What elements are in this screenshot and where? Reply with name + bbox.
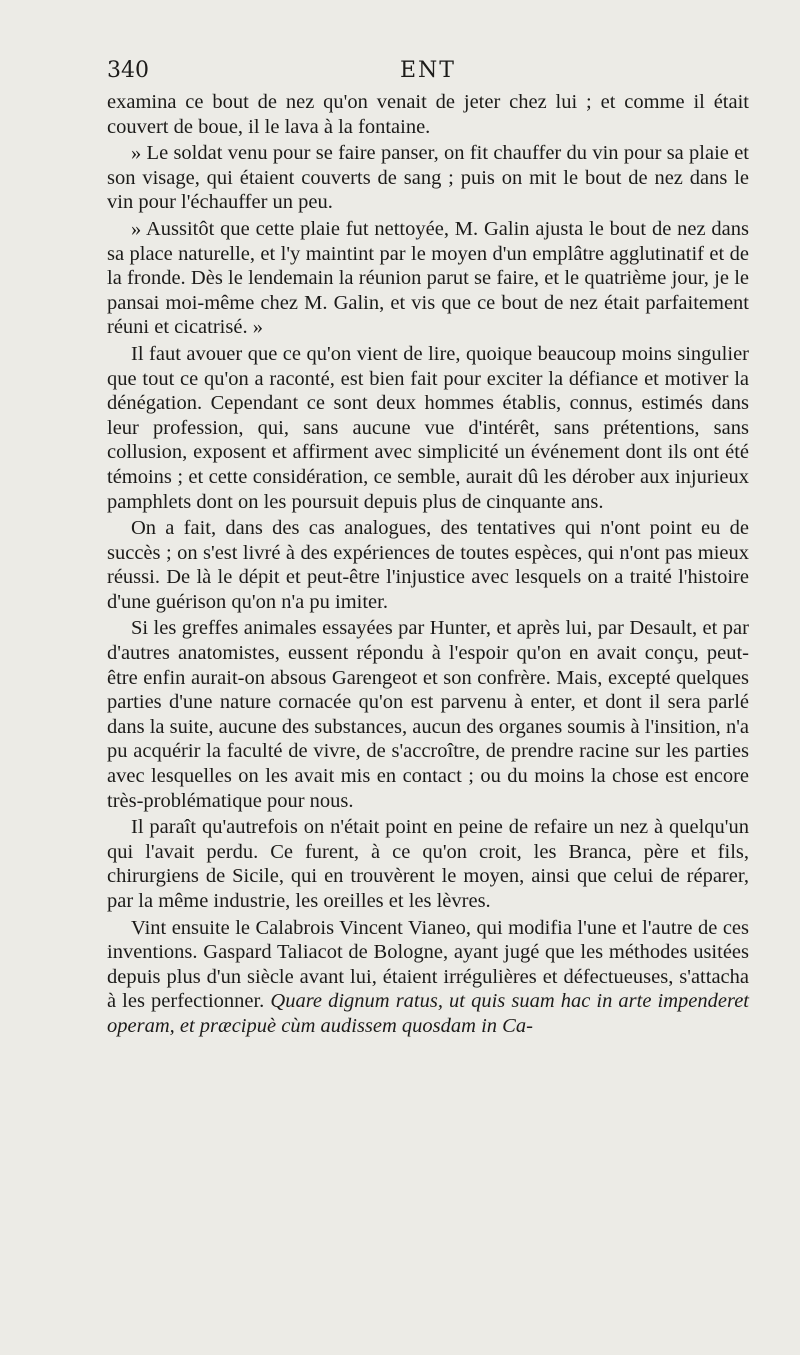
paragraph-8-text: Vint ensuite le Calabrois Vincent Vianeo, qui modifia l'une et l'autre de ces inventions. Gaspard Taliacot de Bologne, ayant jugé que les méthodes usitées depuis plus d'un siècle avant lui, étaient irrégulières et défectueuses, s'attacha à les perfectionner. — [107, 916, 749, 1013]
body-text — [107, 90, 749, 1039]
latin-quotation: Quare dignum ratus, ut quis suam hac in arte impenderet operam, et præcipuè cùm audissem quosdam in Ca- — [107, 990, 750, 1037]
paragraph-7: Il paraît qu'autrefois on n'était point en peine de refaire un nez à quelqu'un qui l'avait perdu. Ce furent, à ce qu'on croit, les Branca, père et fils, chirurgiens de Sicile, qui en trouvèrent le moyen, ainsi que celui de réparer, par la même industrie, les oreilles et les lèvres. — [107, 816, 749, 912]
paragraph-1: examina ce bout de nez qu'on venait de jeter chez lui ; et comme il était couvert de boue, il le lava à la fontaine. — [107, 91, 749, 138]
paragraph-6: Si les greffes animales essayées par Hunter, et après lui, par Desault, et par d'autres anatomistes, eussent répondu à l'espoir qu'on en avait conçu, peut-être enfin aurait-on absous Garengeot et son confrère. Mais, excepté quelques parties d'une nature cornacée qu'on est parvenu à enter, et dont il sera parlé dans la suite, aucune des substances, aucun des organes soumis à l'insition, n'a pu acquérir la faculté de vivre, de s'accroître, de prendre racine sur les parties avec lesquelles on les avait mis en contact ; ou du moins la chose est encore très-problématique pour nous. — [107, 617, 749, 812]
paragraph-5: On a fait, dans des cas analogues, des tentatives qui n'ont point eu de succès ; on s'est livré à des expériences de toutes espèces, qui n'ont pas mieux réussi. De là le dépit et peut-être l'injustice avec lesquels on a traité l'histoire d'une guérison qu'on n'a pu imiter. — [107, 517, 749, 613]
paragraph-4: Il faut avouer que ce qu'on vient de lire, quoique beaucoup moins singulier que tout ce qu'on a raconté, est bien fait pour exciter la défiance et motiver la dénégation. Cependant ce sont deux hommes établis, connus, estimés dans leur profession, qui, sans aucune vue d'intérêt, sans prétentions, sans collusion, exposent et affirment avec simplicité un événement dont ils ont été témoins ; et cette considération, ce semble, aurait dû les dérober aux injurieux pamphlets dont on les poursuit depuis plus de cinquante ans. — [107, 342, 749, 513]
paragraph-2: » Le soldat venu pour se faire panser, on fit chauffer du vin pour sa plaie et son visage, qui étaient couverts de sang ; puis on mit le bout de nez dans le vin pour l'échauffer un peu. — [107, 142, 749, 214]
page-number: 340 — [107, 58, 149, 83]
paragraph-8 — [107, 916, 749, 1039]
running-title: ENT — [400, 58, 456, 83]
running-head — [107, 58, 749, 88]
paragraph-3: » Aussitôt que cette plaie fut nettoyée, M. Galin ajusta le bout de nez dans sa place naturelle, et l'y maintint par le moyen d'un emplâtre agglutinatif et de la fronde. Dès le lendemain la réunion parut se faire, et le quatrième jour, je le pansai moi-même chez M. Galin, et vis que ce bout de nez était parfaitement réuni et cicatrisé. » — [107, 217, 749, 339]
